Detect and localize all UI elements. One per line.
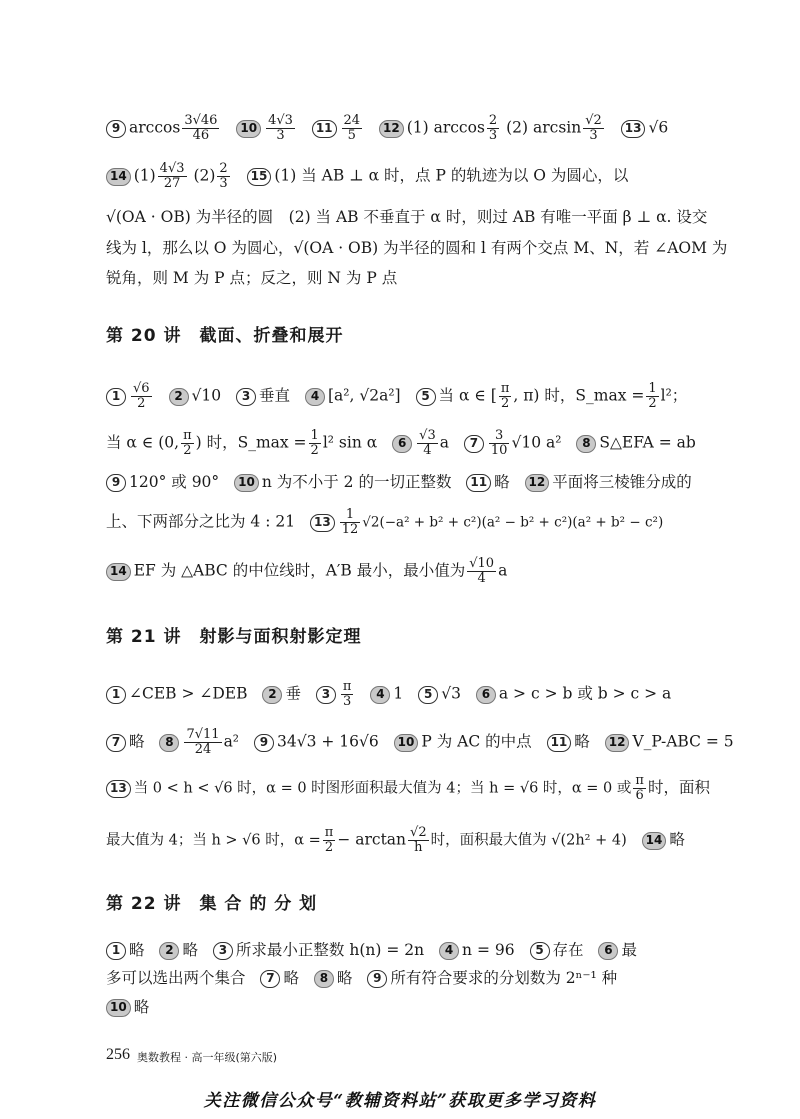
answer-text: 1 (393, 684, 404, 703)
answer-text: 略 (129, 941, 145, 959)
answer-text: 34√3 + 16√6 (276, 732, 379, 751)
answer-text: (2) (193, 166, 216, 185)
fraction: $\frac{√6}{2}$ (133, 381, 150, 411)
answer-badge-7: 7 (260, 970, 280, 988)
sec19-line-1 (106, 114, 706, 143)
answer-badge-7: 7 (464, 435, 484, 453)
sec19-line-2 (106, 162, 706, 191)
answer-text: √6 (648, 118, 669, 137)
answer-badge-5: 5 (418, 686, 438, 704)
answer-badge-10: 10 (236, 120, 261, 138)
fraction: $\frac{1}{2}$ (310, 428, 319, 458)
answer-text: 略 (336, 969, 353, 987)
fraction: $\frac{1}{12}$ (341, 507, 359, 537)
fraction: $\frac{2}{3}$ (219, 161, 228, 191)
answer-badge-6: 6 (598, 942, 618, 960)
fraction: $\frac{\pi}{3}$ (342, 679, 352, 709)
answer-badge-3: 3 (236, 388, 256, 406)
answer-text: 略 (494, 473, 510, 491)
sec19-line-5: 锐角，则 M 为 P 点；反之，则 N 为 P 点 (106, 269, 398, 287)
fraction: $\frac{\pi}{6}$ (635, 773, 644, 803)
answer-badge-1: 1 (106, 388, 126, 406)
answer-text: 垂直 (259, 386, 291, 405)
answer-badge-13: 13 (621, 120, 646, 138)
answer-badge-9: 9 (106, 474, 126, 492)
answer-text: 上、下两部分之比为 4 : 21 (106, 512, 296, 531)
answer-badge-4: 4 (439, 942, 459, 960)
answer-text: a > c > b 或 b > c > a (498, 684, 672, 703)
fraction: $\frac{√3}{4}$ (419, 428, 436, 458)
fraction: $\frac{7√11}{24}$ (186, 727, 220, 757)
answer-text: 平面将三棱锥分成的 (552, 473, 692, 491)
answer-text: S△EFA = ab (599, 433, 696, 452)
sec20-line-1 (106, 382, 706, 411)
fraction: $\frac{2}{3}$ (488, 113, 498, 143)
answer-text: P 为 AC 的中点 (421, 732, 532, 751)
fraction: $\frac{1}{2}$ (648, 381, 657, 411)
answer-text: 略 (669, 830, 685, 849)
sec22-line-2 (106, 966, 706, 990)
answer-badge-2: 2 (159, 942, 179, 960)
answer-badge-12: 12 (525, 474, 550, 492)
answer-text: 最 (621, 941, 637, 959)
answer-badge-10: 10 (234, 474, 259, 492)
answer-text: ∠CEB > ∠DEB (129, 684, 248, 703)
sec20-line-4 (106, 508, 706, 537)
answer-badge-2: 2 (169, 388, 189, 406)
answer-badge-8: 8 (314, 970, 334, 988)
answer-text: EF 为 △ABC 的中位线时，A′B 最小，最小值为 (133, 561, 466, 580)
answer-badge-9: 9 (254, 734, 274, 752)
watermark: 关注微信公众号“教辅资料站”获取更多学习资料 (203, 1091, 597, 1111)
answer-text: √10 a² (511, 433, 562, 452)
answer-text: √10 (191, 386, 222, 405)
fraction: $\frac{\pi}{2}$ (500, 381, 510, 411)
fraction: $\frac{4√3}{3}$ (268, 113, 293, 143)
sec21-line-3 (106, 773, 710, 803)
answer-text: 垂 (285, 684, 301, 703)
answer-text: (1) (133, 166, 156, 185)
sec19-line-3: √(OA · OB) 为半径的圆 (2) 当 AB 不垂直于 α 时，则过 AB 有唯一平面 β ⊥ α. 设交 (106, 208, 708, 226)
answer-badge-10: 10 (106, 999, 131, 1017)
fraction: $\frac{24}{5}$ (343, 113, 361, 143)
answer-badge-7: 7 (106, 734, 126, 752)
answer-text: 最大值为 4；当 h > √6 时，α = (106, 832, 321, 849)
answer-badge-2: 2 (262, 686, 282, 704)
answer-badge-13: 13 (106, 780, 131, 798)
answer-text: l² sin α (322, 433, 378, 452)
answer-text: 多可以选出两个集合 (106, 969, 246, 987)
answer-badge-4: 4 (370, 686, 390, 704)
answer-text: 当 0 < h < √6 时，α = 0 时图形面积最大值为 4；当 h = √6 时，α = 0 或 (133, 780, 632, 797)
answer-badge-12: 12 (605, 734, 630, 752)
answer-badge-13: 13 (310, 514, 335, 532)
answer-text: 当 α ∈ [ (438, 386, 497, 405)
answer-badge-5: 5 (530, 942, 550, 960)
answer-badge-3: 3 (213, 942, 233, 960)
answer-text: l²； (660, 386, 688, 405)
fraction: $\frac{√2}{h}$ (410, 825, 427, 855)
answer-text: 略 (133, 998, 150, 1016)
section-heading-22: 第 22 讲 集 合 的 分 划 (106, 894, 318, 914)
answer-text: 略 (129, 732, 145, 751)
answer-badge-8: 8 (576, 435, 596, 453)
page-number: 256 (106, 1046, 130, 1063)
answer-text: a (439, 433, 449, 452)
answer-text: arccos (129, 118, 181, 137)
fraction: $\frac{√2}{3}$ (585, 113, 602, 143)
answer-badge-6: 6 (392, 435, 412, 453)
fraction: $\frac{3}{10}$ (490, 428, 508, 458)
fraction: $\frac{\pi}{2}$ (324, 825, 334, 855)
answer-text: ) 时，S_max = (195, 433, 307, 452)
answer-text: a (498, 561, 508, 580)
answer-badge-10: 10 (394, 734, 419, 752)
answer-badge-8: 8 (159, 734, 179, 752)
answer-text: (1) arccos (406, 118, 485, 137)
answer-text: n 为不小于 2 的一切正整数 (261, 473, 452, 491)
answer-text: 略 (182, 941, 198, 959)
section-heading-21: 第 21 讲 射影与面积射影定理 (106, 627, 362, 647)
answer-badge-11: 11 (312, 120, 337, 138)
answer-text: 存在 (552, 941, 584, 959)
sec20-line-2 (106, 429, 706, 458)
sec19-line-4: 线为 l，那么以 O 为圆心，√(OA · OB) 为半径的圆和 l 有两个交点 M、N，若 ∠AOM 为 (106, 239, 728, 257)
sec21-line-4 (106, 826, 706, 855)
answer-text: √2(−a² + b² + c²)(a² − b² + c²)(a² + b² − c²) (362, 514, 664, 531)
book-title: 奥数教程 · 高一年级(第六版) (137, 1051, 278, 1064)
sec21-line-1 (106, 680, 706, 709)
sec22-line-3 (106, 995, 706, 1019)
answer-badge-6: 6 (476, 686, 496, 704)
answer-badge-5: 5 (416, 388, 436, 406)
answer-badge-4: 4 (305, 388, 325, 406)
answer-text: 时，面积 (647, 778, 710, 797)
answer-badge-14: 14 (642, 832, 667, 850)
answer-text: a² (223, 732, 240, 751)
answer-text: [a², √2a²] (328, 386, 401, 405)
answer-text: , π) 时，S_max = (513, 386, 645, 405)
answer-text: 略 (574, 732, 590, 751)
sec22-line-1 (106, 938, 706, 962)
answer-text: √3 (441, 684, 461, 703)
answer-badge-14: 14 (106, 563, 131, 581)
answer-text: 时，面积最大值为 √(2h² + 4) (430, 832, 627, 849)
answer-badge-1: 1 (106, 686, 126, 704)
fraction: $\frac{3√46}{46}$ (184, 113, 218, 143)
section-heading-20: 第 20 讲 截面、折叠和展开 (106, 326, 344, 346)
answer-text: n = 96 (462, 941, 515, 959)
answer-badge-14: 14 (106, 168, 131, 186)
sec21-line-2 (106, 727, 734, 757)
answer-badge-9: 9 (367, 970, 387, 988)
fraction: $\frac{√10}{4}$ (469, 556, 495, 586)
answer-text: 略 (283, 969, 299, 987)
answer-text: 当 α ∈ (0, (106, 433, 180, 452)
answer-text: 所求最小正整数 h(n) = 2n (235, 941, 425, 959)
answer-text: 120° 或 90° (129, 473, 220, 491)
answer-badge-1: 1 (106, 942, 126, 960)
fraction: $\frac{4√3}{27}$ (159, 161, 185, 191)
answer-text: − arctan (337, 830, 407, 849)
answer-badge-11: 11 (547, 734, 572, 752)
answer-badge-11: 11 (466, 474, 491, 492)
sec20-line-5 (106, 557, 706, 586)
answer-badge-9: 9 (106, 120, 126, 138)
answer-badge-15: 15 (247, 168, 272, 186)
answer-badge-3: 3 (316, 686, 336, 704)
sec20-line-3 (106, 470, 706, 494)
answer-badge-12: 12 (379, 120, 404, 138)
answer-text: (2) arcsin (506, 118, 582, 137)
answer-text: 所有符合要求的分划数为 2ⁿ⁻¹ 种 (390, 969, 618, 987)
fraction: $\frac{\pi}{2}$ (183, 428, 192, 458)
answer-text: (1) 当 AB ⊥ α 时，点 P 的轨迹为以 O 为圆心，以 (274, 166, 629, 185)
answer-text: V_P-ABC = 5 (632, 732, 734, 751)
